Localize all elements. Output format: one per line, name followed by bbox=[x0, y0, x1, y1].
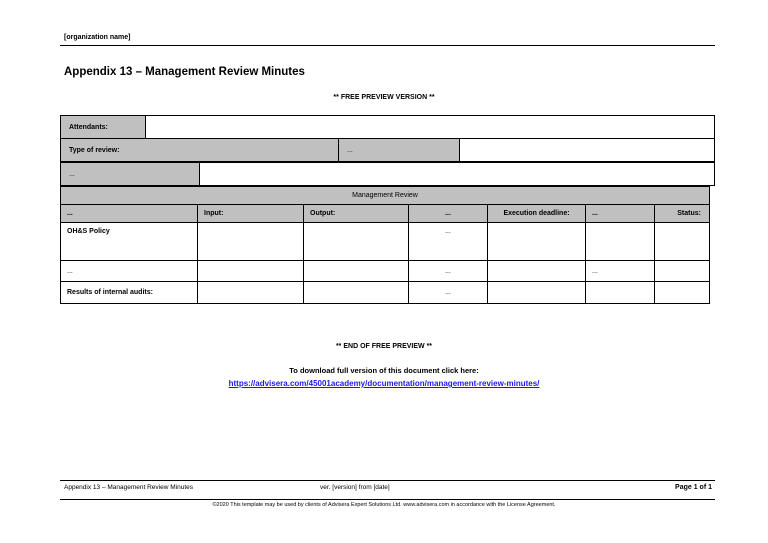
ellipsis-cell: ... bbox=[409, 261, 488, 282]
review-type-label bbox=[61, 139, 339, 162]
document-title: Appendix 13 – Management Review Minutes bbox=[64, 66, 305, 78]
review-table-title: Management Review bbox=[61, 187, 710, 205]
header-output: Output: bbox=[304, 205, 409, 223]
header-status: Status: bbox=[655, 205, 710, 223]
row-label: OH&S Policy bbox=[61, 223, 198, 261]
management-review-table bbox=[60, 186, 710, 304]
footer-page-number: Page 1 of 1 bbox=[675, 484, 712, 491]
output-cell[interactable] bbox=[304, 223, 409, 261]
ellipsis-cell-a: ... bbox=[339, 139, 460, 162]
input-cell[interactable] bbox=[198, 223, 304, 261]
status-cell[interactable] bbox=[655, 261, 710, 282]
preview-banner: ** FREE PREVIEW VERSION ** bbox=[333, 94, 435, 101]
organization-name: [organization name] bbox=[64, 34, 131, 41]
copyright-notice: ©2020 This template may be used by clients of Advisera Expert Solutions Ltd. www.advisera.com in accordance with the License Agreement. bbox=[212, 502, 556, 508]
header-cell: ... bbox=[409, 205, 488, 223]
header-cell: ... bbox=[61, 205, 198, 223]
attendants-field[interactable] bbox=[146, 116, 715, 139]
extra-cell[interactable] bbox=[586, 223, 655, 261]
extra-cell[interactable] bbox=[586, 282, 655, 304]
header-cell: ... bbox=[586, 205, 655, 223]
download-instructions: To download full version of this document click here: bbox=[289, 366, 479, 375]
deadline-cell[interactable] bbox=[488, 261, 586, 282]
ellipsis-cell: ... bbox=[409, 282, 488, 304]
download-link[interactable]: https://advisera.com/45001academy/documentation/management-review-minutes/ bbox=[228, 379, 540, 388]
output-cell[interactable] bbox=[304, 282, 409, 304]
review-type-value[interactable] bbox=[460, 139, 715, 162]
footer-version: ver. [version] from [date] bbox=[320, 484, 390, 491]
row-label: ... bbox=[61, 261, 198, 282]
header-divider bbox=[60, 45, 715, 46]
extra-cell[interactable]: ... bbox=[586, 261, 655, 282]
output-cell[interactable] bbox=[304, 261, 409, 282]
row-label: Results of internal audits: bbox=[61, 282, 198, 304]
review-type-label-text: Type of review: bbox=[69, 146, 120, 154]
input-cell[interactable] bbox=[198, 261, 304, 282]
info-table bbox=[60, 115, 715, 162]
extra-value[interactable] bbox=[200, 163, 715, 186]
ellipsis-cell: ... bbox=[409, 223, 488, 261]
input-cell[interactable] bbox=[198, 282, 304, 304]
info-table-extra-row bbox=[60, 162, 715, 186]
footer-divider bbox=[60, 480, 715, 481]
status-cell[interactable] bbox=[655, 282, 710, 304]
status-cell[interactable] bbox=[655, 223, 710, 261]
header-deadline: Execution deadline: bbox=[488, 205, 586, 223]
deadline-cell[interactable] bbox=[488, 282, 586, 304]
deadline-cell[interactable] bbox=[488, 223, 586, 261]
end-preview-banner: ** END OF FREE PREVIEW ** bbox=[335, 343, 433, 350]
attendants-label: Attendants: bbox=[61, 116, 146, 139]
footer-doc-name: Appendix 13 – Management Review Minutes bbox=[64, 484, 193, 491]
header-input: Input: bbox=[198, 205, 304, 223]
ellipsis-cell-b: ... bbox=[61, 163, 200, 186]
footer-divider-bottom bbox=[60, 499, 715, 500]
